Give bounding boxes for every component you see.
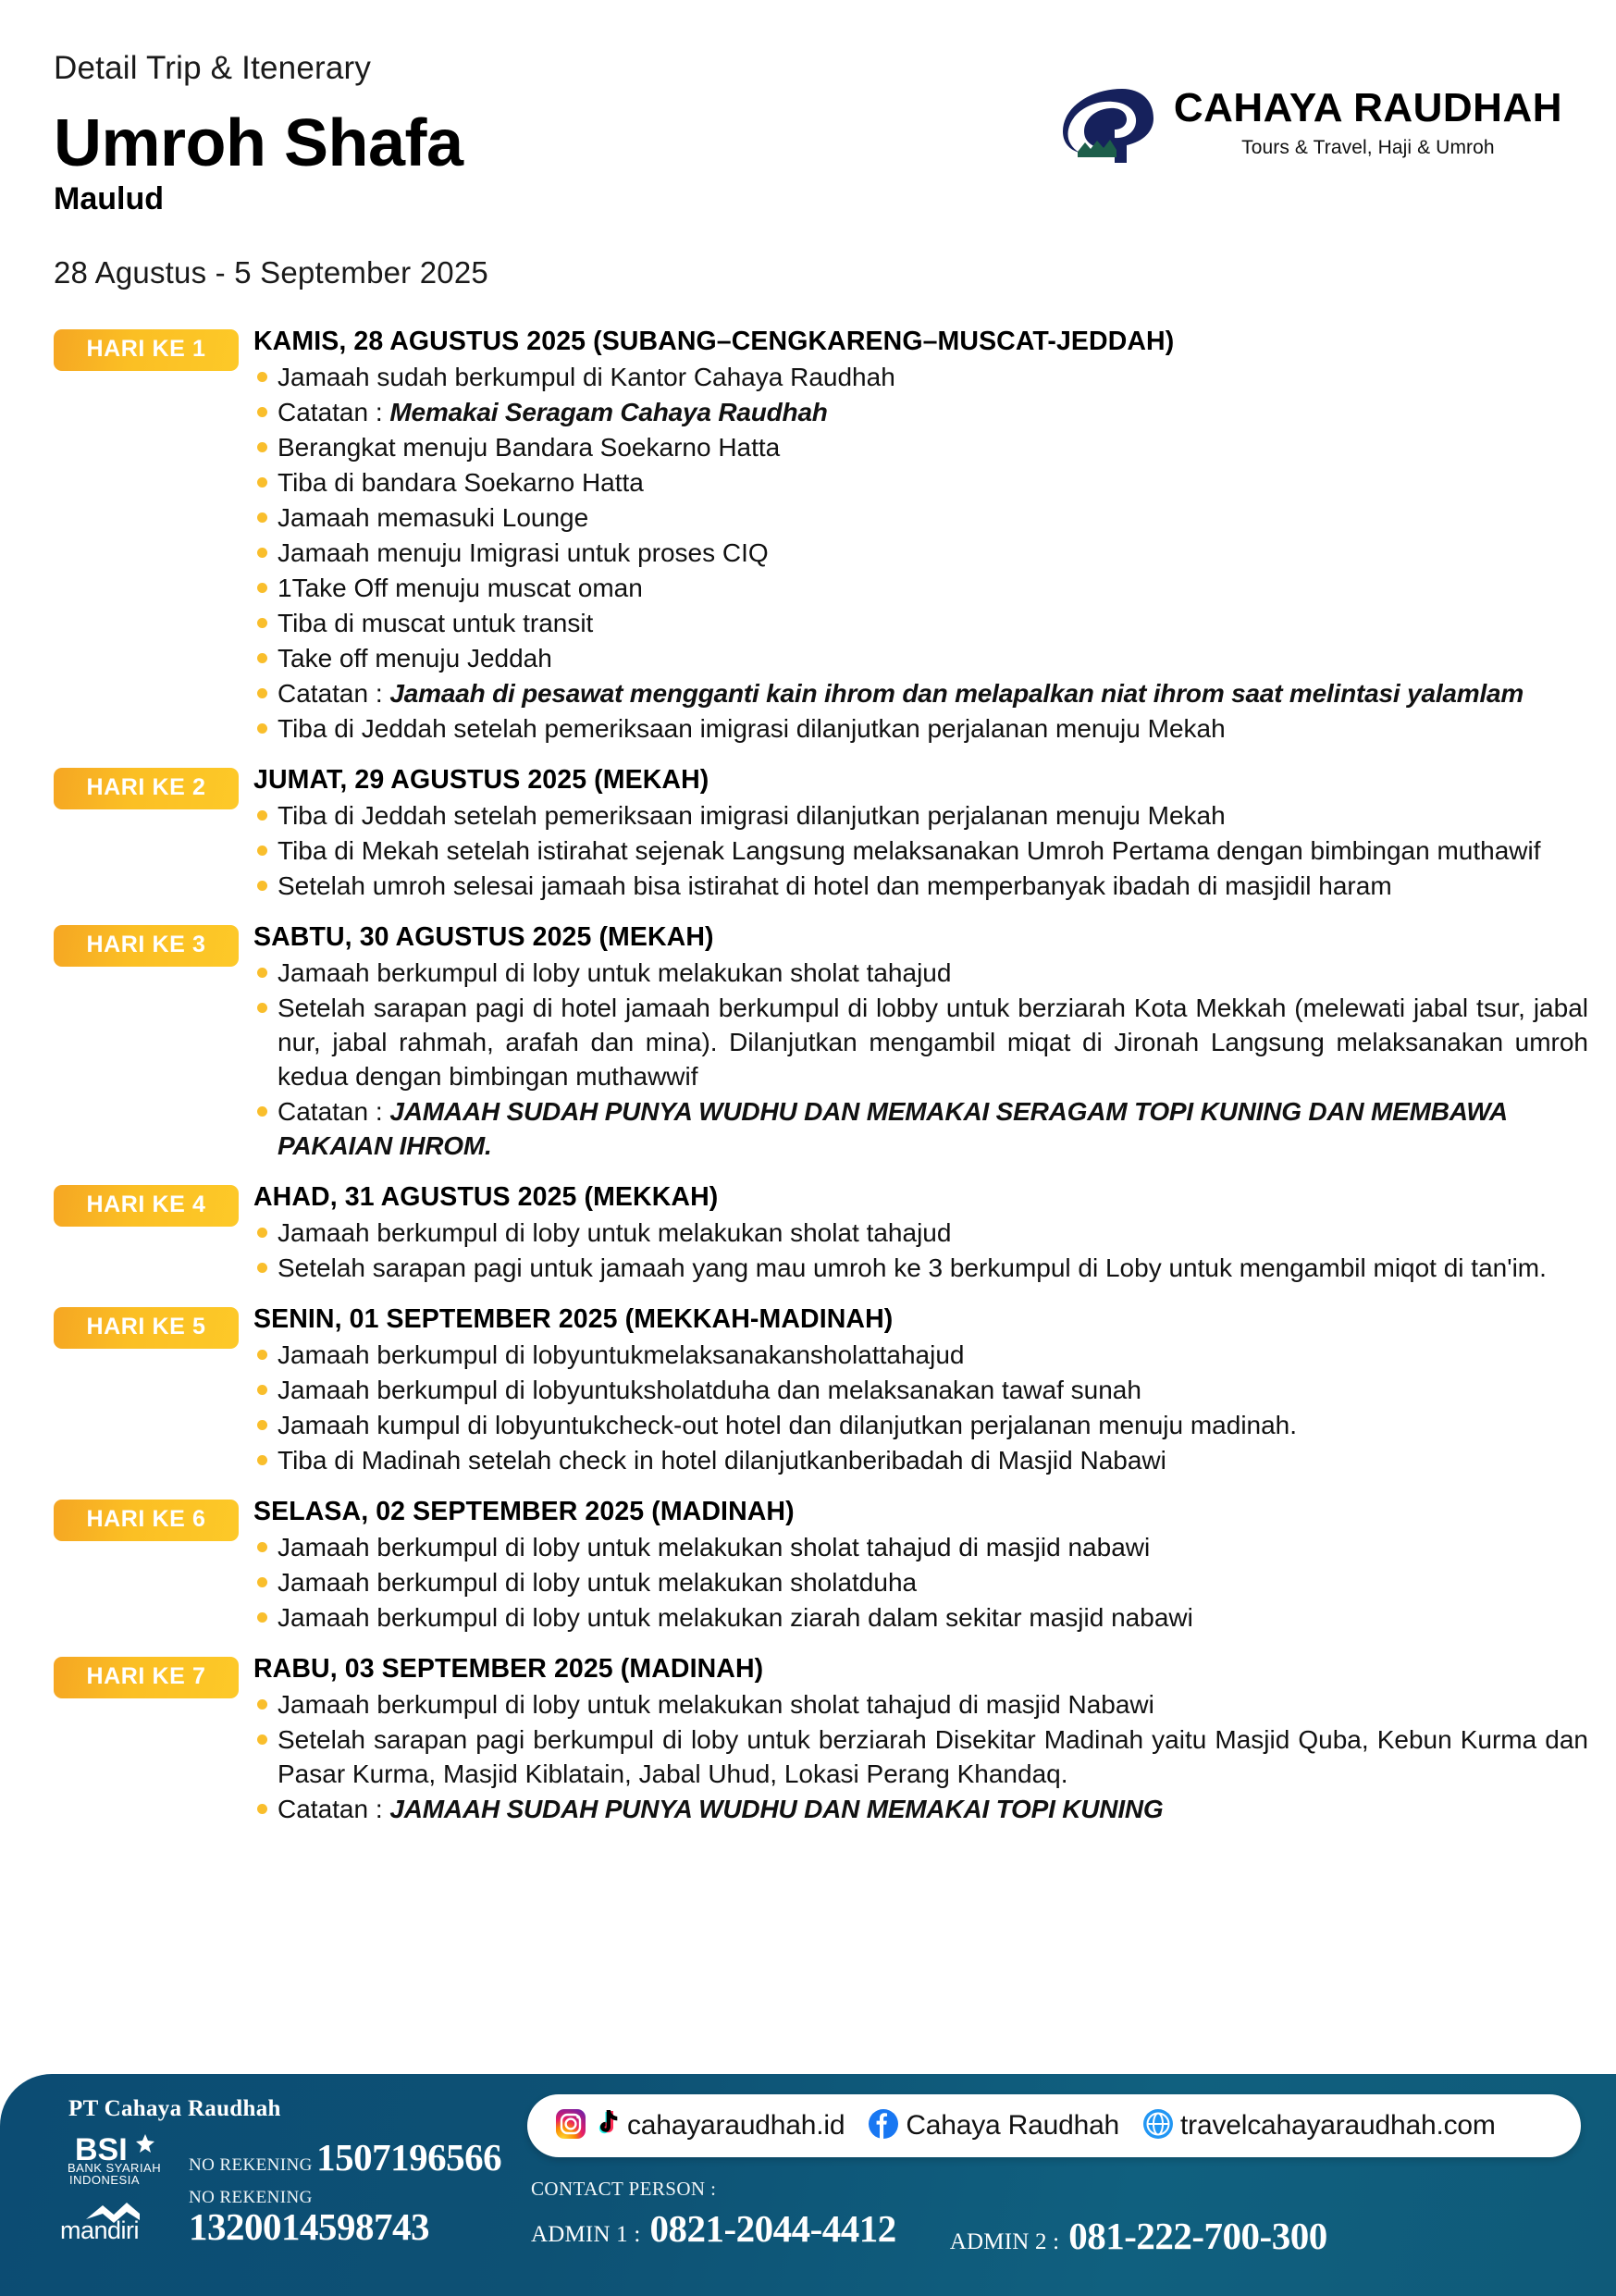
rek-number: 1320014598743 (189, 2205, 429, 2248)
admin-contact-1[interactable] (531, 2206, 896, 2251)
admin-contact-2[interactable] (950, 2214, 1327, 2258)
day-heading: AHAD, 31 AGUSTUS 2025 (MEKKAH) (253, 1181, 719, 1212)
document-header (0, 0, 1616, 305)
activity-item (253, 957, 1588, 991)
activity-text: 1Take Off menuju muscat oman (278, 573, 643, 602)
svg-text:INDONESIA: INDONESIA (69, 2173, 141, 2187)
logo-company-name: CAHAYA RAUDHAH (1173, 84, 1562, 130)
logo-text-block (1173, 84, 1562, 159)
activity-item (253, 834, 1588, 869)
activity-item (253, 501, 1588, 536)
itinerary-list (0, 326, 1616, 1845)
day-badge-label: HARI KE 7 (54, 1657, 239, 1698)
mandiri-logo-icon (57, 2194, 183, 2242)
activity-item (253, 466, 1588, 500)
day-heading: JUMAT, 29 AGUSTUS 2025 (MEKAH) (253, 764, 709, 795)
activity-plain-line (253, 712, 1588, 747)
footer-contact-section (518, 2074, 1616, 2257)
svg-text:mandiri: mandiri (60, 2216, 140, 2242)
globe-icon (1142, 2108, 1174, 2144)
page-title: Umroh Shafa (54, 105, 463, 180)
admin-1-number: 0821-2044-4412 (649, 2207, 896, 2250)
activity-note (253, 1793, 1588, 1827)
activity-text: Jamaah berkumpul di loby untuk melakukan sholat tahajud (278, 1217, 952, 1247)
social-links-pill (527, 2094, 1581, 2157)
activity-text: Tiba di bandara Soekarno Hatta (278, 468, 644, 498)
bank-row (57, 2129, 518, 2187)
trip-date-range: 28 Agustus - 5 September 2025 (54, 255, 488, 290)
activity-item (253, 572, 1588, 606)
social-handle-instagram: cahayaraudhah.id (627, 2110, 845, 2141)
day-block (54, 326, 1588, 747)
day-badge-label: HARI KE 3 (54, 925, 239, 967)
day-body (253, 326, 1588, 747)
page-subtitle: Maulud (54, 181, 164, 217)
note-emphasis: JAMAAH SUDAH PUNYA WUDHU DAN MEMAKAI SERAGAM TOPI KUNING DAN MEMBAWA PAKAIAN IHROM. (278, 1096, 1507, 1160)
logo-tagline: Tours & Travel, Haji & Umroh (1241, 136, 1495, 158)
bank-account-block (189, 2189, 518, 2247)
note-emphasis: Jamaah di pesawat mengganti kain ihrom dan melapalkan niat ihrom saat melintasi yalamlam (389, 678, 1524, 708)
day-body (253, 1496, 1588, 1636)
document-footer (0, 2074, 1616, 2296)
day-badge (54, 768, 239, 809)
day-block (54, 921, 1588, 1165)
activity-text: Jamaah berkumpul di lobyuntukmelaksanakansholattahajud (278, 1339, 965, 1369)
activity-text: Jamaah berkumpul di lobyuntuksholatduha dan melaksanakan tawaf sunah (278, 1375, 1141, 1404)
admin-contacts (531, 2206, 1581, 2257)
contact-person-label: CONTACT PERSON : (531, 2178, 717, 2200)
activity-item (253, 607, 1588, 641)
activity-item (253, 1409, 1588, 1443)
day-body (253, 921, 1588, 1165)
activity-text: Jamaah menuju Imigrasi untuk proses CIQ (278, 537, 769, 567)
day-block (54, 1653, 1588, 1828)
day-body (253, 1653, 1588, 1828)
activity-text: Tiba di Mekah setelah istirahat sejenak Langsung melaksanakan Umroh Pertama dengan bimbingan muthawif (278, 835, 1541, 865)
admin-2-number: 081-222-700-300 (1068, 2215, 1327, 2257)
activity-item (253, 431, 1588, 465)
social-website[interactable] (1142, 2108, 1496, 2144)
activity-text: Tiba di Madinah setelah check in hotel dilanjutkanberibadah di Masjid Nabawi (278, 1445, 1166, 1475)
instagram-icon (555, 2108, 586, 2144)
activity-text: Jamaah berkumpul di loby untuk melakukan sholat tahajud (278, 957, 952, 987)
activity-text: Setelah sarapan pagi untuk jamaah yang mau umroh ke 3 berkumpul di Loby untuk mengambil miqot di tan'im. (278, 1253, 1547, 1282)
bank-account-block (189, 2138, 501, 2178)
activity-text: Jamaah memasuki Lounge (278, 503, 589, 532)
cahaya-raudhah-mark-icon (1057, 83, 1161, 163)
activity-item (253, 870, 1588, 904)
footer-company-name: PT Cahaya Raudhah (68, 2096, 281, 2121)
tiktok-icon (593, 2108, 621, 2144)
svg-text:BANK SYARIAH: BANK SYARIAH (68, 2161, 162, 2175)
day-heading: SABTU, 30 AGUSTUS 2025 (MEKAH) (253, 921, 714, 952)
activity-text: Jamaah berkumpul di loby untuk melakukan sholat tahajud di masjid Nabawi (278, 1689, 1154, 1719)
rek-label: NO REKENING (189, 2188, 313, 2207)
activity-text: Setelah umroh selesai jamaah bisa istirahat di hotel dan memperbanyak ibadah di masjidil haram (278, 870, 1392, 900)
note-emphasis: JAMAAH SUDAH PUNYA WUDHU DAN MEMAKAI TOPI KUNING (389, 1794, 1164, 1823)
activity-item (253, 1688, 1588, 1722)
activity-note (253, 1095, 1588, 1164)
day-body (253, 764, 1588, 905)
activity-text: Berangkat menuju Bandara Soekarno Hatta (278, 433, 781, 463)
activity-text: Setelah sarapan pagi berkumpul di loby untuk berziarah Disekitar Madinah yaitu Masjid Quba, Kebun Kurma dan Pasar Kurma, Masjid Kiblatain, Jabal Uhud, Lokasi Perang Khandaq. (278, 1724, 1588, 1788)
activity-item (253, 1444, 1588, 1478)
activity-item (253, 1216, 1588, 1251)
rek-label: NO REKENING (189, 2155, 313, 2176)
brand-logo (1057, 83, 1562, 163)
day-activity-list (253, 361, 1588, 746)
social-facebook[interactable] (868, 2108, 1119, 2144)
day-badge-label: HARI KE 1 (54, 329, 239, 371)
rek-number: 1507196566 (316, 2136, 502, 2179)
day-activity-list (253, 1688, 1588, 1827)
activity-item (253, 1531, 1588, 1565)
social-instagram-tiktok[interactable] (555, 2108, 845, 2144)
activity-text: Jamaah berkumpul di loby untuk melakukan ziarah dalam sekitar masjid nabawi (278, 1602, 1193, 1632)
day-badge (54, 1500, 239, 1541)
day-activity-list (253, 1531, 1588, 1636)
note-prefix: Catatan : (278, 1794, 390, 1823)
bank-account-list (57, 2129, 518, 2247)
activity-text: Jamaah berkumpul di loby untuk melakukan sholatduha (278, 1567, 918, 1597)
activity-plain-line (253, 642, 1588, 676)
activity-text: Jamaah sudah berkumpul di Kantor Cahaya Raudhah (278, 363, 895, 392)
activity-item (253, 1339, 1588, 1373)
note-prefix: Catatan : (278, 398, 390, 427)
day-badge (54, 1657, 239, 1698)
activity-text: Jamaah kumpul di lobyuntukcheck-out hotel dan dilanjutkan perjalanan menuju madinah. (278, 1410, 1298, 1439)
day-block (54, 1181, 1588, 1287)
day-block (54, 1496, 1588, 1636)
facebook-icon (868, 2108, 899, 2144)
activity-item (253, 1374, 1588, 1408)
day-heading: RABU, 03 SEPTEMBER 2025 (MADINAH) (253, 1653, 764, 1684)
day-badge (54, 329, 239, 371)
activity-note (253, 396, 1588, 430)
bsi-logo-icon (57, 2129, 183, 2187)
day-badge (54, 925, 239, 967)
activity-text: Take off menuju Jeddah (278, 643, 552, 673)
bank-row (57, 2189, 518, 2247)
day-activity-list (253, 1339, 1588, 1478)
day-activity-list (253, 957, 1588, 1164)
day-badge-label: HARI KE 2 (54, 768, 239, 809)
activity-text: Setelah sarapan pagi di hotel jamaah berkumpul di lobby untuk berziarah Kota Mekkah (melewati jabal tsur, jabal nur, jabal rahmah, arafah dan mina). Dilanjutkan mengambil miqat di Jironah Langsung melaksanakan umroh kedua dengan bimbingan muthawwif (278, 993, 1588, 1091)
day-heading: KAMIS, 28 AGUSTUS 2025 (SUBANG–CENGKARENG–MUSCAT-JEDDAH) (253, 327, 1175, 356)
day-block (54, 764, 1588, 905)
header-kicker: Detail Trip & Itenerary (54, 50, 372, 86)
day-body (253, 1181, 1588, 1287)
activity-text: Tiba di Jeddah setelah pemeriksaan imigrasi dilanjutkan perjalanan menuju Mekah (278, 800, 1226, 830)
footer-bank-section (0, 2074, 518, 2247)
note-emphasis: Memakai Seragam Cahaya Raudhah (389, 398, 828, 427)
day-badge-label: HARI KE 4 (54, 1185, 239, 1227)
day-badge-label: HARI KE 6 (54, 1500, 239, 1541)
day-heading: SENIN, 01 SEPTEMBER 2025 (MEKKAH-MADINAH) (253, 1303, 894, 1334)
activity-item (253, 1601, 1588, 1636)
note-prefix: Catatan : (278, 678, 390, 708)
svg-text:BSI: BSI (75, 2132, 128, 2167)
day-block (54, 1303, 1588, 1479)
activity-item (253, 537, 1588, 571)
social-handle-website: travelcahayaraudhah.com (1180, 2110, 1496, 2141)
day-body (253, 1303, 1588, 1479)
day-heading: SELASA, 02 SEPTEMBER 2025 (MADINAH) (253, 1496, 795, 1526)
activity-item (253, 992, 1588, 1094)
activity-text: Jamaah berkumpul di loby untuk melakukan sholat tahajud di masjid nabawi (278, 1532, 1151, 1562)
activity-note (253, 677, 1588, 711)
social-handle-facebook: Cahaya Raudhah (906, 2110, 1120, 2141)
activity-item (253, 1252, 1588, 1286)
activity-item (253, 1566, 1588, 1600)
activity-item (253, 361, 1588, 395)
activity-item (253, 799, 1588, 833)
admin-1-label: ADMIN 1 : (531, 2222, 641, 2247)
day-badge (54, 1307, 239, 1349)
activity-item (253, 1723, 1588, 1792)
day-activity-list (253, 799, 1588, 904)
day-badge-label: HARI KE 5 (54, 1307, 239, 1349)
day-badge (54, 1185, 239, 1227)
note-prefix: Catatan : (278, 1096, 390, 1126)
activity-text: Tiba di Jeddah setelah pemeriksaan imigrasi dilanjutkan perjalanan menuju Mekah (278, 713, 1226, 743)
day-activity-list (253, 1216, 1588, 1286)
activity-text: Tiba di muscat untuk transit (278, 608, 594, 637)
admin-2-label: ADMIN 2 : (949, 2229, 1060, 2254)
